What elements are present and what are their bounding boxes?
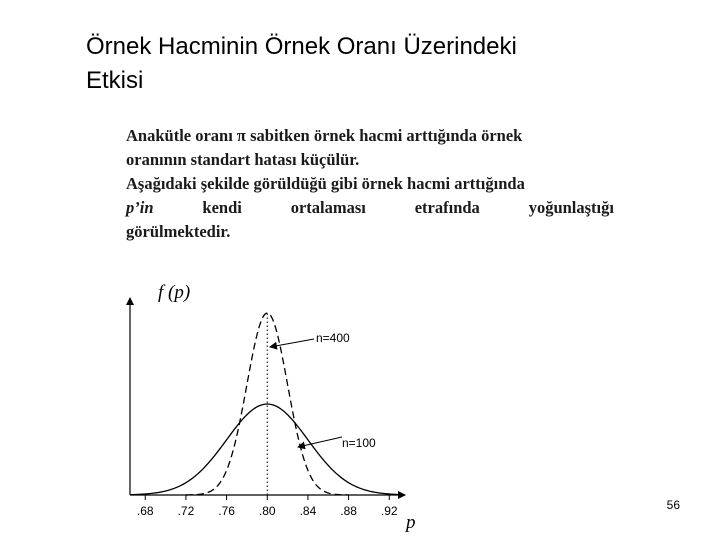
x-tick-label: .68 [136,504,154,518]
callout-arrow-n-400 [270,339,314,347]
x-tick-label: .92 [380,504,398,518]
page-number: 56 [666,498,680,512]
slide-title-line-2: Etkisi [86,67,144,94]
y-axis-label: f (p) [158,282,191,303]
justified-word: kendi [202,198,242,217]
justified-word: ortalaması [290,198,366,217]
justified-word: etrafında [414,198,480,217]
paragraph-2-line-1: Aşağıdaki şekilde görüldüğü gibi örnek hacmi arttığında [126,174,525,193]
x-axis-label: p [406,512,416,533]
x-tick-label: .88 [340,504,357,518]
x-tick-label: .80 [258,504,276,518]
slide-title-line-1: Örnek Hacminin Örnek Oranı Üzerindeki [86,33,517,60]
chart-axes [130,298,405,495]
paragraph-1-line-2: oranının standart hatası küçülür. [126,150,360,169]
justified-word: yoğunlaştığı [528,198,614,217]
series-label-n-100: n=100 [342,436,376,450]
x-tick-label: .84 [299,504,317,518]
paragraph-2-line-3: görülmektedir. [126,222,231,241]
x-tick-labels [137,504,398,518]
series-label-n-400: n=400 [316,331,350,345]
x-ticks [145,495,389,500]
justified-word: p’in [126,198,154,217]
paragraph-1-line-1: Anakütle oranı π sabitken örnek hacmi arttığında örnek [126,126,523,145]
x-tick-label: .76 [218,504,235,518]
callout-arrow-n-100 [298,437,342,447]
x-tick-label: .72 [177,504,195,518]
